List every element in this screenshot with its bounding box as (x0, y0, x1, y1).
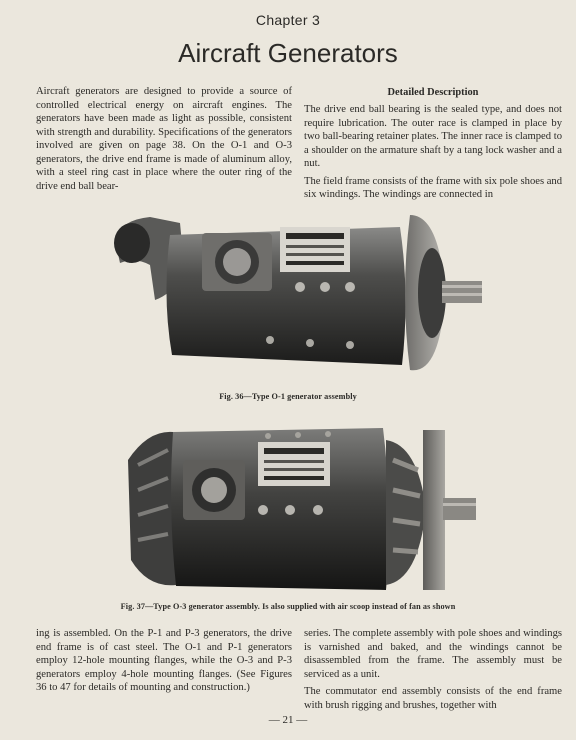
intro-paragraph: Aircraft generators are designed to provide a source of controlled electrical energy on aircraft engines. The generators have been made as light as possible, consistent with strength and durability. Specifications of the generators involved are given on page 38. On the O-1 and O-3 generators, the drive end frame is made of aluminum alloy, with a steel ring cast in place where the outer ring of the drive end ball bear- (36, 86, 292, 192)
right-column-top (304, 85, 562, 206)
page-title: Aircraft Generators (178, 38, 398, 68)
bearing-paragraph: The drive end ball bearing is the sealed type, and does not require lubrication. The outer race is clamped in place by two ball-bearing retainer plates. The inner race is clamped to a shoulder on the armature shaft by a tang lock washer and a nut. (304, 104, 562, 169)
page-number: — 21 — (268, 714, 308, 726)
section-heading: Detailed Description (387, 87, 479, 98)
right-column-bottom (304, 627, 562, 716)
left-column-bottom (36, 627, 292, 699)
windings-paragraph: series. The complete assembly with pole shoes and windings is varnished and baked, and the windings cannot be disassembled from the frame. The assembly must be serviced as a unit. (304, 628, 562, 680)
mounting-paragraph: ing is assembled. On the P-1 and P-3 generators, the drive end frame is of cast steel. The O-1 and P-1 generators employ 12-hole mounting flanges, while the O-3 and P-3 generators employ 4-hole mounting flanges. (See Figures 36 to 47 for details of mounting and construction.) (36, 628, 292, 693)
figure-37-caption: Fig. 37—Type O-3 generator assembly. Is also supplied with air scoop instead of fan as shown (120, 602, 456, 611)
field-frame-paragraph: The field frame consists of the frame with six pole shoes and six windings. The windings are connected in (304, 175, 563, 200)
chapter-label: Chapter 3 (255, 12, 321, 28)
figure-37-o3-generator-image (128, 420, 478, 598)
figure-36-caption: Fig. 36—Type O-1 generator assembly (219, 392, 357, 401)
left-column-top (36, 85, 292, 197)
figure-36-o1-generator-image (110, 205, 490, 385)
commutator-paragraph: The commutator end assembly consists of the end frame with brush rigging and brushes, together with (304, 686, 562, 711)
